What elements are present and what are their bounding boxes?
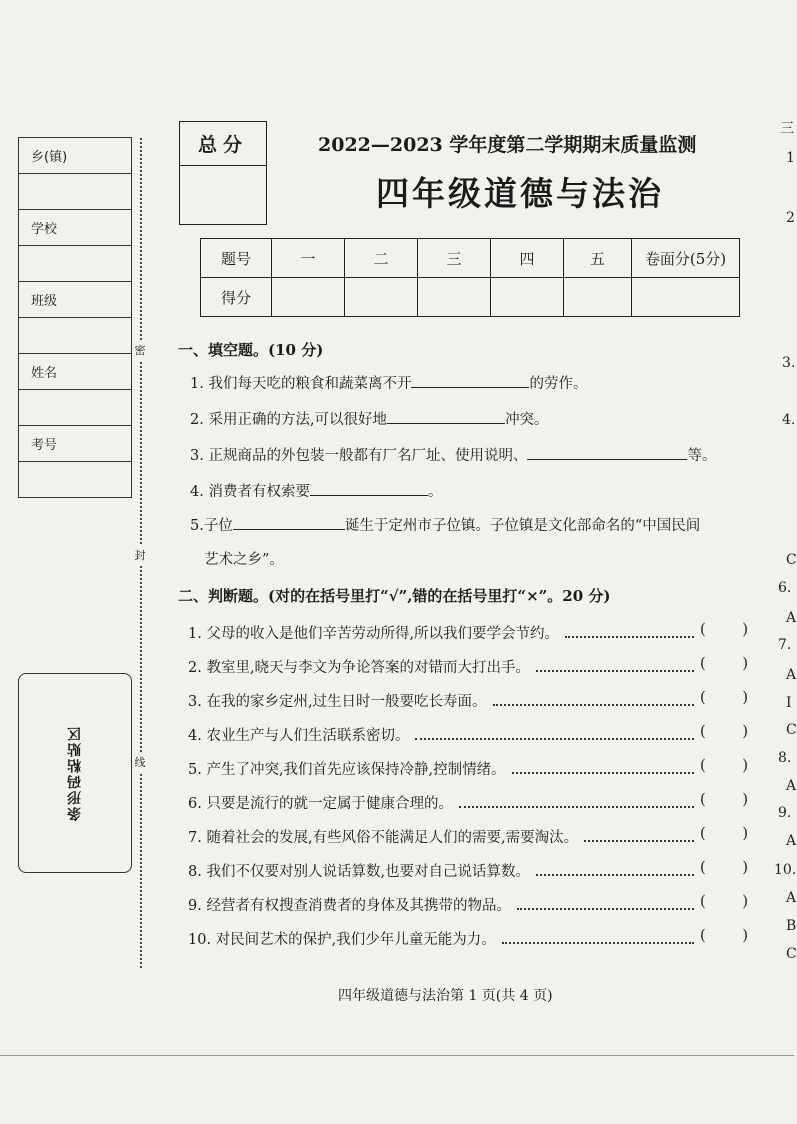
edge-char: A: [786, 778, 797, 794]
exam-title: 四年级道德与法治: [376, 174, 664, 213]
score-col-5: 五: [564, 239, 632, 278]
fill-question-2: 2. 采用正确的方法,可以很好地 冲突。: [190, 408, 549, 429]
fill-question-3: 3. 正规商品的外包装一般都有厂名厂址、使用说明、 等。: [190, 444, 716, 465]
barcode-label: 条形码粘贴区: [67, 725, 83, 821]
answer-blank[interactable]: [527, 445, 687, 460]
answer-parens[interactable]: ( ): [700, 690, 748, 706]
edge-char: 9.: [778, 805, 792, 821]
info-input-town[interactable]: [19, 174, 132, 210]
info-input-name[interactable]: [19, 390, 132, 426]
score-cell[interactable]: [345, 278, 418, 317]
edge-char: C: [786, 946, 797, 962]
answer-parens[interactable]: ( ): [700, 894, 748, 910]
judge-item-4: 4. 农业生产与人们生活联系密切。 ( ): [188, 724, 748, 744]
section2-heading: 二、判断题。(对的在括号里打“√”,错的在括号里打“×”。20 分): [178, 587, 611, 605]
answer-parens[interactable]: ( ): [700, 792, 748, 808]
fill-question-5-cont: 艺术之乡”。: [204, 552, 284, 568]
info-input-class[interactable]: [19, 318, 132, 354]
score-cell[interactable]: [491, 278, 564, 317]
answer-blank[interactable]: [411, 373, 529, 388]
judge-item-8: 8. 我们不仅要对别人说话算数,也要对自己说话算数。 ( ): [188, 860, 748, 880]
score-cell[interactable]: [418, 278, 491, 317]
score-cell[interactable]: [272, 278, 345, 317]
edge-char: 7.: [778, 637, 792, 653]
info-input-school[interactable]: [19, 246, 132, 282]
answer-parens[interactable]: ( ): [700, 622, 748, 638]
seal-mark-mi: 密: [133, 340, 147, 360]
edge-char: 4.: [782, 412, 796, 428]
answer-parens[interactable]: ( ): [700, 656, 748, 672]
edge-char: A: [786, 667, 797, 683]
seal-mark-feng: 封: [133, 545, 147, 565]
answer-parens[interactable]: ( ): [700, 826, 748, 842]
page-footer: 四年级道德与法治第 1 页(共 4 页): [338, 988, 553, 1004]
edge-char: C: [786, 722, 797, 738]
score-cell[interactable]: [632, 278, 740, 317]
answer-parens[interactable]: ( ): [700, 928, 748, 944]
info-label-class: 班级: [19, 282, 132, 318]
section1-heading: 一、填空题。(10 分): [178, 341, 324, 359]
score-row-label: 得分: [201, 278, 272, 317]
edge-char: 6.: [778, 580, 792, 596]
judge-item-3: 3. 在我的家乡定州,过生日时一般要吃长寿面。 ( ): [188, 690, 748, 710]
edge-char: C: [786, 552, 797, 568]
judge-item-9: 9. 经营者有权搜查消费者的身体及其携带的物品。 ( ): [188, 894, 748, 914]
edge-char: B: [786, 918, 797, 934]
score-col-4: 四: [491, 239, 564, 278]
fill-question-5: 5.子位 诞生于定州市子位镇。子位镇是文化部命名的“中国民间: [190, 514, 700, 535]
answer-blank[interactable]: [233, 515, 345, 530]
edge-char: A: [786, 833, 797, 849]
info-label-name: 姓名: [19, 354, 132, 390]
judge-item-6: 6. 只要是流行的就一定属于健康合理的。 ( ): [188, 792, 748, 812]
edge-char: I: [786, 695, 792, 711]
edge-char: 10.: [774, 862, 797, 878]
score-col-neatness: 卷面分(5分): [632, 239, 740, 278]
judge-item-10: 10. 对民间艺术的保护,我们少年儿童无能为力。 ( ): [188, 928, 748, 948]
edge-char: 1: [786, 150, 795, 166]
edge-char: A: [786, 610, 797, 626]
total-score-box: [179, 121, 267, 225]
edge-char: 2: [786, 210, 795, 226]
edge-char: 3.: [782, 355, 796, 371]
judge-item-7: 7. 随着社会的发展,有些风俗不能满足人们的需要,需要淘汰。 ( ): [188, 826, 748, 846]
judge-item-5: 5. 产生了冲突,我们首先应该保持冷静,控制情绪。 ( ): [188, 758, 748, 778]
info-label-school: 学校: [19, 210, 132, 246]
exam-subtitle: 2022—2023 学年度第二学期期末质量监测: [318, 134, 697, 156]
total-score-label: 总分: [180, 122, 266, 166]
score-col-1: 一: [272, 239, 345, 278]
student-info-table: [18, 137, 132, 498]
answer-parens[interactable]: ( ): [700, 724, 748, 740]
info-label-exam-no: 考号: [19, 426, 132, 462]
edge-char: A: [786, 890, 797, 906]
edge-char: 三: [780, 121, 794, 137]
answer-parens[interactable]: ( ): [700, 758, 748, 774]
answer-blank[interactable]: [387, 409, 505, 424]
fill-question-1: 1. 我们每天吃的粮食和蔬菜离不开 的劳作。: [190, 372, 587, 393]
score-col-3: 三: [418, 239, 491, 278]
barcode-area: [18, 673, 132, 873]
info-label-town: 乡(镇): [19, 138, 132, 174]
answer-parens[interactable]: ( ): [700, 860, 748, 876]
seal-mark-xian: 线: [133, 752, 147, 772]
fill-question-4: 4. 消费者有权索要 。: [190, 480, 442, 501]
judge-item-2: 2. 教室里,晓天与李文为争论答案的对错而大打出手。 ( ): [188, 656, 748, 676]
score-col-header: 题号: [201, 239, 272, 278]
info-input-exam-no[interactable]: [19, 462, 132, 498]
score-cell[interactable]: [564, 278, 632, 317]
score-col-2: 二: [345, 239, 418, 278]
page-fold-line: [0, 1055, 794, 1056]
edge-char: 8.: [778, 750, 792, 766]
score-table: [200, 238, 740, 317]
answer-blank[interactable]: [310, 481, 428, 496]
judge-item-1: 1. 父母的收入是他们辛苦劳动所得,所以我们要学会节约。 ( ): [188, 622, 748, 642]
